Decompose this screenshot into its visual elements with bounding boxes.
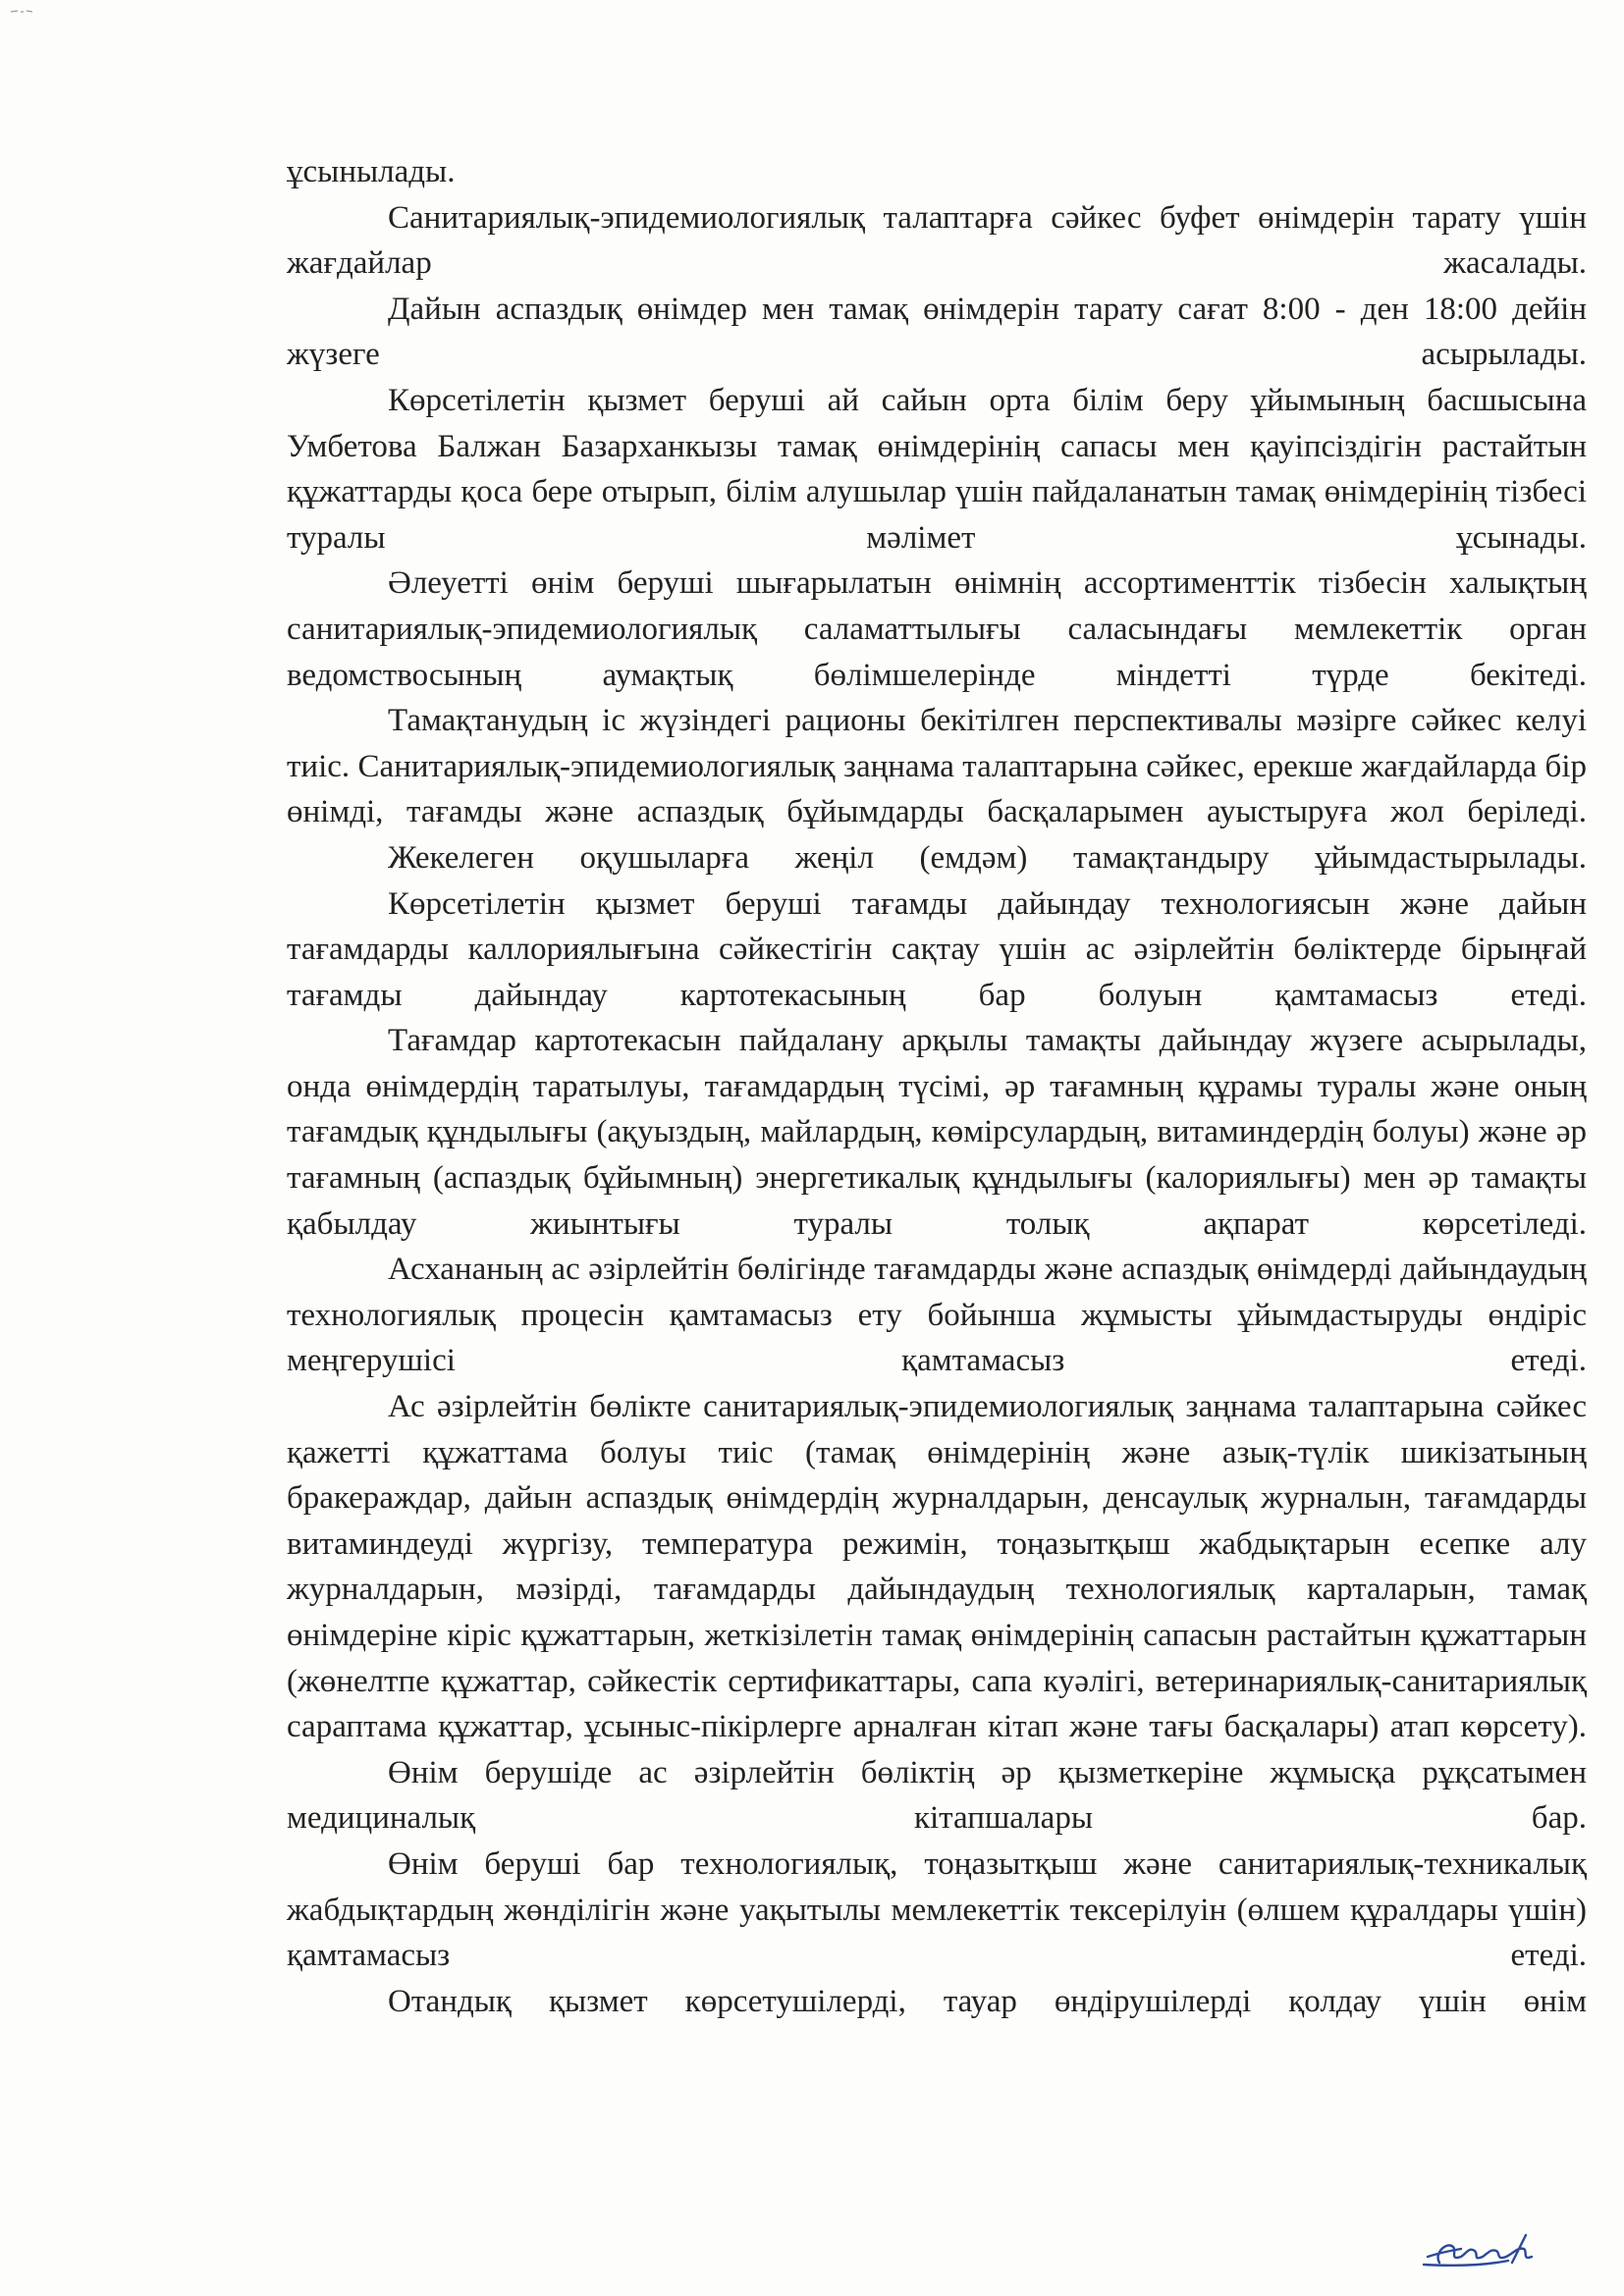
paragraph: Санитариялық-эпидемиологиялық талаптарға сәйкес буфет өнімдерін тарату үшін жағдайлар жасалады. [287,199,1587,282]
paragraph: Дайын аспаздық өнімдер мен тамақ өнімдерін тарату сағат 8:00 - ден 18:00 дейін жүзеге асырылады. [287,291,1587,373]
paragraph: Әлеуетті өнім беруші шығарылатын өнімнің ассортименттік тізбесін халықтың санитариялық-эпидемиологиялық саламаттылығы саласындағы мемлекеттік орган ведомствосының аумақтық бөлімшелерінде міндетті түрде бекітеді. [287,565,1587,693]
paragraph: Асхананың ас әзірлейтін бөлігінде тағамдарды және аспаздық өнімдерді дайындаудың технологиялық процесін қамтамасыз ету бойынша жұмысты ұйымдастыруды өндіріс меңгерушісі қамтамасыз етеді. [287,1252,1587,1379]
scan-corner-mark [10,8,33,16]
paragraph: Жекелеген оқушыларға жеңіл (емдәм) тамақтандыру ұйымдастырылады. [388,839,1587,876]
handwritten-signature [1410,2223,1557,2270]
paragraph: Өнім беруші бар технологиялық, тоңазытқыш және санитариялық-техникалық жабдықтардың жөнділігін және уақытылы мемлекеттік тексерілуін (өлшем құралдары үшін) қамтамасыз етеді. [287,1845,1587,1974]
paragraph: Ас әзірлейтін бөлікте санитариялық-эпидемиологиялық заңнама талаптарына сәйкес қажетті құжаттама болуы тиіс (тамақ өнімдерінің және азық-түлік шикізатының бракераждар, дайын аспаздық өнімдердің журналдарын, денсаулық журналын, тағамдарды витаминдеуді жүргізу, температура режимін, тоңазытқыш жабдықтарын есепке алу журналдарын, мәзірді, тағамдарды дайындаудың технологиялық карталарын, тамақ өнімдеріне кіріс құжаттарын, жеткізілетін тамақ өнімдерінің сапасын растайтын құжаттарын (жөнелтпе құжаттар, сәйкестік сертификаттары, сапа куәлігі, ветеринариялық-санитариялық сараптама құжаттар, ұсыныс-пікірлерге арналған кітап және тағы басқалары) атап көрсету). [287,1389,1587,1745]
paragraph: Отандық қызмет көрсетушілерді, тауар өндірушілерді қолдау үшін өнім [388,1983,1587,2019]
document-body [287,149,1587,2024]
paragraph: Көрсетілетін қызмет беруші ай сайын орта білім беру ұйымының басшысына Умбетова Балжан Базарханкызы тамақ өнімдерінің сапасы мен қауіпсіздігін растайтын құжаттарды қоса бере отырып, білім алушылар үшін пайдаланатын тамақ өнімдерінің тізбесі туралы мәлімет ұсынады. [287,382,1587,556]
paragraph: Тамақтанудың іс жүзіндегі рационы бекітілген перспективалы мәзірге сәйкес келуі тиіс. Санитариялық-эпидемиологиялық заңнама талаптарына сәйкес, ерекше жағдайларда бір өнімді, тағамды және аспаздық бұйымдарды басқаларымен ауыстыруға жол беріледі. [287,703,1587,830]
paragraph: ұсынылады. [287,154,456,189]
paragraph: Тағамдар картотекасын пайдалану арқылы тамақты дайындау жүзеге асырылады, онда өнімдердің таратылуы, тағамдардың түсімі, әр тағамның құрамы туралы және оның тағамдық құндылығы (ақуыздың, майлардың, көмірсулардың, витаминдердің болуы) және әр тағамның (аспаздық бұйымның) энергетикалық құндылығы (калориялығы) мен әр тамақты қабылдау жиынтығы туралы толық ақпарат көрсетіледі. [287,1023,1587,1242]
paragraph: Өнім берушіде ас әзірлейтін бөліктің әр қызметкеріне жұмысқа рұқсатымен медициналық кітапшалары бар. [287,1754,1587,1837]
paragraph: Көрсетілетін қызмет беруші тағамды дайындау технологиясын және дайын тағамдарды каллориялығына сәйкестігін сақтау үшін ас әзірлейтін бөліктерде бірыңғай тағамды дайындау картотекасының бар болуын қамтамасыз етеді. [287,885,1587,1013]
